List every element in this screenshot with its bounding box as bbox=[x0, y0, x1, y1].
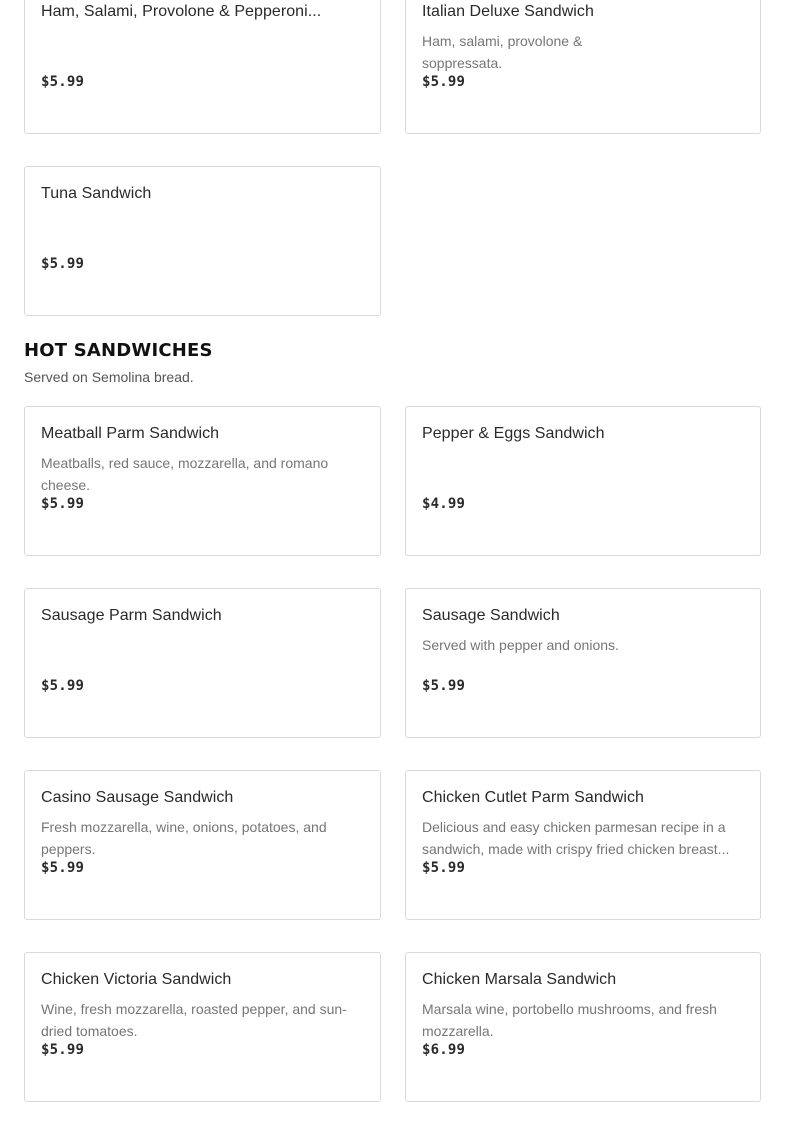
menu-item-price: $5.99 bbox=[422, 74, 466, 90]
menu-item-name: Tuna Sandwich bbox=[41, 185, 152, 202]
menu-item-name: Meatball Parm Sandwich bbox=[41, 425, 220, 442]
menu-item-name: Casino Sausage Sandwich bbox=[41, 789, 234, 806]
menu-item-card[interactable] bbox=[24, 406, 381, 556]
menu-item-card[interactable] bbox=[405, 588, 761, 738]
menu-item-description: Served with pepper and onions. bbox=[422, 637, 619, 653]
menu-item-price: $5.99 bbox=[422, 678, 466, 694]
menu-item-description: Wine, fresh mozzarella, roasted pepper, and sun-dried tomatoes. bbox=[41, 1001, 347, 1039]
menu-item-price: $4.99 bbox=[422, 496, 466, 512]
menu-item-price: $6.99 bbox=[422, 1042, 466, 1058]
menu-item-card[interactable] bbox=[405, 770, 761, 920]
section-subtitle: Served on Semolina bread. bbox=[24, 369, 194, 385]
menu-item-card[interactable] bbox=[24, 0, 381, 134]
menu-item-name: Italian Deluxe Sandwich bbox=[422, 3, 594, 20]
menu-item-card[interactable] bbox=[24, 166, 381, 316]
menu-item-card[interactable] bbox=[24, 770, 381, 920]
menu-item-card[interactable] bbox=[24, 952, 381, 1102]
menu-item-name: Chicken Victoria Sandwich bbox=[41, 971, 232, 988]
menu-item-description: Ham, salami, provolone & soppressata. bbox=[422, 33, 583, 71]
menu-item-card[interactable] bbox=[405, 952, 761, 1102]
menu-item-price: $5.99 bbox=[41, 496, 85, 512]
menu-item-name: Chicken Cutlet Parm Sandwich bbox=[422, 789, 644, 806]
menu-item-name: Sausage Sandwich bbox=[422, 607, 560, 624]
menu-item-name: Pepper & Eggs Sandwich bbox=[422, 425, 605, 442]
menu-item-name: Ham, Salami, Provolone & Pepperoni... bbox=[41, 3, 322, 20]
menu-item-price: $5.99 bbox=[41, 256, 85, 272]
top-items-grid bbox=[24, 0, 761, 316]
menu-item-card[interactable] bbox=[405, 0, 761, 134]
menu-item-price: $5.99 bbox=[422, 860, 466, 876]
menu-item-price: $5.99 bbox=[41, 74, 85, 90]
menu-item-card[interactable] bbox=[405, 406, 761, 556]
menu-item-description: Delicious and easy chicken parmesan recipe in a sandwich, made with crispy fried chicken breast... bbox=[422, 819, 730, 857]
menu-item-price: $5.99 bbox=[41, 860, 85, 876]
menu-item-price: $5.99 bbox=[41, 1042, 85, 1058]
hot-items-grid bbox=[24, 406, 761, 1102]
menu-item-description: Meatballs, red sauce, mozzarella, and romano cheese. bbox=[41, 455, 329, 493]
menu-item-description: Fresh mozzarella, wine, onions, potatoes, and peppers. bbox=[41, 819, 327, 857]
menu-item-price: $5.99 bbox=[41, 678, 85, 694]
menu-item-name: Sausage Parm Sandwich bbox=[41, 607, 222, 624]
menu-item-name: Chicken Marsala Sandwich bbox=[422, 971, 617, 988]
menu-item-card[interactable] bbox=[24, 588, 381, 738]
menu-item-description: Marsala wine, portobello mushrooms, and fresh mozzarella. bbox=[422, 1001, 717, 1039]
section-title: HOT SANDWICHES bbox=[24, 340, 213, 361]
